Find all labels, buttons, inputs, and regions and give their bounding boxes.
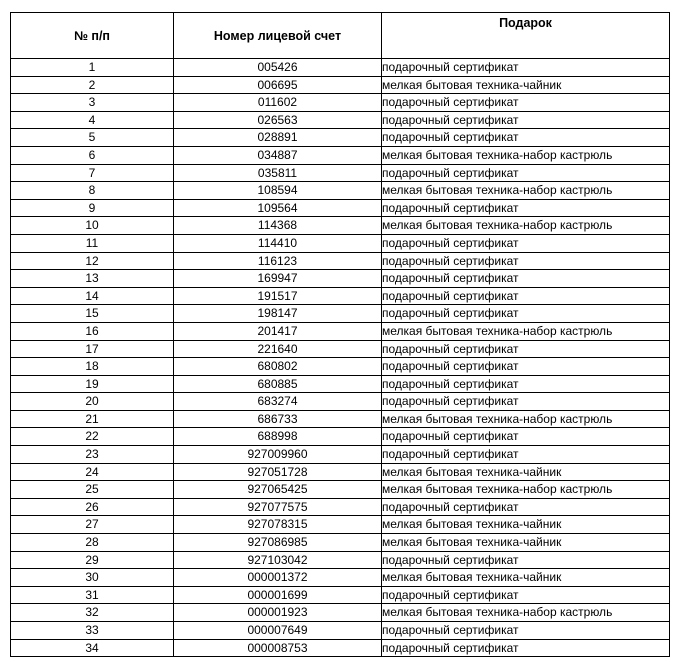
row-number-cell: 18 [11,358,174,376]
gift-cell: мелкая бытовая техника-чайник [382,534,670,552]
table-row [11,234,670,252]
account-number-cell: 028891 [174,129,382,147]
row-number-cell: 2 [11,76,174,94]
account-number-cell: 000001372 [174,569,382,587]
gift-cell: мелкая бытовая техника-набор кастрюль [382,604,670,622]
gift-cell: подарочный сертификат [382,358,670,376]
table-row [11,305,670,323]
table-row [11,446,670,464]
account-number-cell: 035811 [174,164,382,182]
table-row [11,569,670,587]
gift-cell: подарочный сертификат [382,94,670,112]
row-number-cell: 29 [11,551,174,569]
table-body [11,59,670,657]
account-number-cell: 927077575 [174,498,382,516]
gift-cell: мелкая бытовая техника-набор кастрюль [382,182,670,200]
gift-cell: подарочный сертификат [382,428,670,446]
gift-cell: подарочный сертификат [382,551,670,569]
table-row [11,287,670,305]
account-number-cell: 114368 [174,217,382,235]
account-number-cell: 683274 [174,393,382,411]
account-number-cell: 006695 [174,76,382,94]
row-number-cell: 13 [11,270,174,288]
row-number-cell: 11 [11,234,174,252]
gift-table [10,12,670,657]
account-number-cell: 026563 [174,111,382,129]
gift-cell: мелкая бытовая техника-чайник [382,569,670,587]
gift-cell: подарочный сертификат [382,234,670,252]
table-row [11,59,670,77]
account-number-cell: 680802 [174,358,382,376]
account-number-cell: 680885 [174,375,382,393]
account-number-cell: 686733 [174,410,382,428]
gift-cell: подарочный сертификат [382,375,670,393]
table-row [11,516,670,534]
row-number-cell: 12 [11,252,174,270]
row-number-cell: 26 [11,498,174,516]
gift-cell: мелкая бытовая техника-чайник [382,516,670,534]
row-number-cell: 28 [11,534,174,552]
row-number-cell: 14 [11,287,174,305]
row-number-cell: 27 [11,516,174,534]
account-number-cell: 221640 [174,340,382,358]
gift-cell: подарочный сертификат [382,446,670,464]
gift-cell: мелкая бытовая техника-чайник [382,76,670,94]
gift-cell: мелкая бытовая техника-чайник [382,463,670,481]
table-row [11,94,670,112]
account-number-cell: 201417 [174,322,382,340]
row-number-cell: 7 [11,164,174,182]
row-number-cell: 34 [11,639,174,657]
account-number-cell: 927086985 [174,534,382,552]
account-number-cell: 927078315 [174,516,382,534]
gift-cell: подарочный сертификат [382,393,670,411]
row-number-cell: 10 [11,217,174,235]
account-number-cell: 688998 [174,428,382,446]
table-row [11,481,670,499]
table-row [11,76,670,94]
header-row-number: № п/п [11,13,174,59]
account-number-cell: 116123 [174,252,382,270]
table-row [11,498,670,516]
table-row [11,111,670,129]
account-number-cell: 191517 [174,287,382,305]
table-row [11,375,670,393]
header-gift: Подарок [382,13,670,59]
account-number-cell: 000001699 [174,586,382,604]
table-row [11,639,670,657]
header-row [11,13,670,59]
row-number-cell: 5 [11,129,174,147]
row-number-cell: 32 [11,604,174,622]
gift-cell: подарочный сертификат [382,270,670,288]
gift-cell: подарочный сертификат [382,129,670,147]
account-number-cell: 198147 [174,305,382,323]
row-number-cell: 19 [11,375,174,393]
account-number-cell: 000007649 [174,622,382,640]
account-number-cell: 169947 [174,270,382,288]
header-account-number: Номер лицевой счет [174,13,382,59]
table-row [11,534,670,552]
table-row [11,182,670,200]
table-row [11,270,670,288]
gift-cell: подарочный сертификат [382,622,670,640]
table-row [11,410,670,428]
gift-cell: мелкая бытовая техника-набор кастрюль [382,481,670,499]
table-row [11,393,670,411]
account-number-cell: 927009960 [174,446,382,464]
row-number-cell: 6 [11,146,174,164]
gift-cell: мелкая бытовая техника-набор кастрюль [382,322,670,340]
gift-cell: подарочный сертификат [382,164,670,182]
gift-cell: мелкая бытовая техника-набор кастрюль [382,217,670,235]
account-number-cell: 000008753 [174,639,382,657]
row-number-cell: 25 [11,481,174,499]
row-number-cell: 8 [11,182,174,200]
row-number-cell: 20 [11,393,174,411]
gift-cell: подарочный сертификат [382,252,670,270]
row-number-cell: 16 [11,322,174,340]
row-number-cell: 24 [11,463,174,481]
account-number-cell: 000001923 [174,604,382,622]
gift-cell: подарочный сертификат [382,199,670,217]
account-number-cell: 109564 [174,199,382,217]
table-row [11,164,670,182]
row-number-cell: 4 [11,111,174,129]
table-row [11,358,670,376]
account-number-cell: 114410 [174,234,382,252]
table-row [11,463,670,481]
row-number-cell: 1 [11,59,174,77]
row-number-cell: 22 [11,428,174,446]
gift-cell: подарочный сертификат [382,287,670,305]
row-number-cell: 23 [11,446,174,464]
table-row [11,146,670,164]
gift-cell: подарочный сертификат [382,340,670,358]
account-number-cell: 927065425 [174,481,382,499]
row-number-cell: 33 [11,622,174,640]
table-row [11,551,670,569]
table-row [11,199,670,217]
gift-cell: подарочный сертификат [382,498,670,516]
row-number-cell: 31 [11,586,174,604]
gift-cell: мелкая бытовая техника-набор кастрюль [382,410,670,428]
table-row [11,586,670,604]
account-number-cell: 927103042 [174,551,382,569]
table-row [11,129,670,147]
gift-cell: подарочный сертификат [382,586,670,604]
gift-cell: подарочный сертификат [382,639,670,657]
table-row [11,604,670,622]
account-number-cell: 927051728 [174,463,382,481]
gift-cell: подарочный сертификат [382,305,670,323]
account-number-cell: 034887 [174,146,382,164]
table-row [11,428,670,446]
row-number-cell: 3 [11,94,174,112]
table-row [11,252,670,270]
row-number-cell: 30 [11,569,174,587]
account-number-cell: 005426 [174,59,382,77]
table-row [11,622,670,640]
row-number-cell: 15 [11,305,174,323]
row-number-cell: 21 [11,410,174,428]
table-row [11,217,670,235]
row-number-cell: 9 [11,199,174,217]
gift-table-header [11,13,670,59]
gift-cell: мелкая бытовая техника-набор кастрюль [382,146,670,164]
table-row [11,340,670,358]
account-number-cell: 108594 [174,182,382,200]
row-number-cell: 17 [11,340,174,358]
table-row [11,322,670,340]
gift-cell: подарочный сертификат [382,111,670,129]
gift-cell: подарочный сертификат [382,59,670,77]
account-number-cell: 011602 [174,94,382,112]
